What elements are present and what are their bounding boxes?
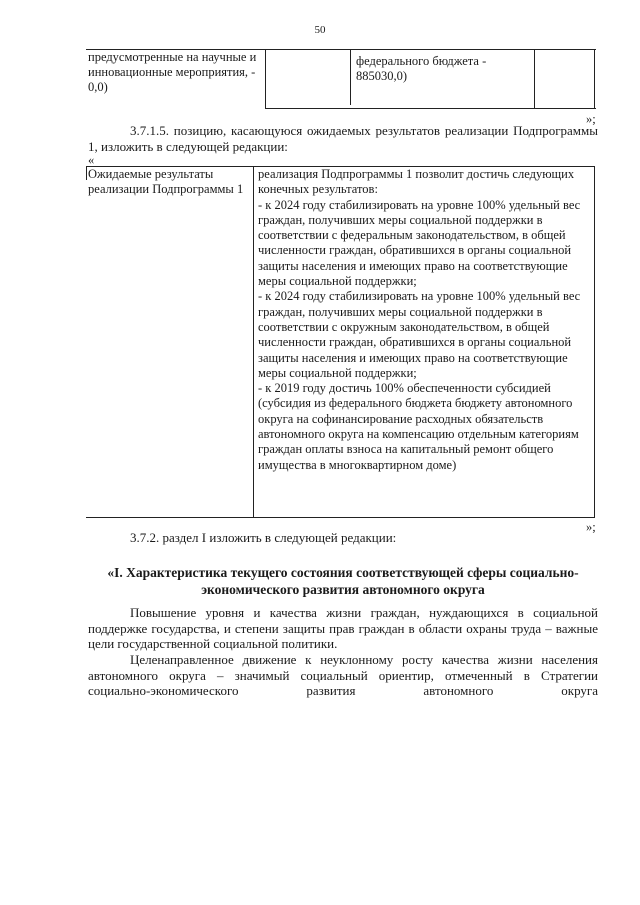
results-label-cell: Ожидаемые результаты реализации Подпрограммы 1: [88, 167, 244, 197]
results-content-cell: реализация Подпрограммы 1 позволит достичь следующих конечных результатов: - к 2024 году стабилизировать на уровне 100% удельный вес граждан, получивших меры социальной поддержки в соответствии с федеральным законодательством, в общей численности граждан, обратившихся в органы социальной защиты населения и имеющих право на соответствующие меры социальной поддержки; - к 2024 году стабилизировать на уровне 100% удельный вес граждан, получивших меры социальной поддержки в соответствии с окружным законодательством, в общей численности граждан, обратившихся в органы социальной защиты населения и имеющих право на соответствующие меры социальной поддержки; - к 2019 году достичь 100% обеспеченности субсидией (субсидия из федерального бюджета бюджету автономного округа на софинансирование расходных обязательств автономного округа на компенсацию отдельным категориям граждан оплаты взноса на капитальный ремонт общего имущества в многоквартирном доме): [258, 167, 581, 472]
paragraph-3-7-2: 3.7.2. раздел I изложить в следующей редакции:: [130, 530, 397, 545]
table-cell-budget: федерального бюджета - 885030,0): [356, 54, 487, 83]
closing-quote: »;: [586, 112, 596, 126]
table-cell-left: предусмотренные на научные и инновационные мероприятия, - 0,0): [88, 50, 257, 94]
column-divider: [253, 166, 254, 518]
page-number: 50: [314, 24, 326, 36]
results-table: [86, 166, 596, 518]
section-heading: «I. Характеристика текущего состояния соответствующей сферы социально-экономического развития автономного округа: [107, 565, 579, 597]
top-table-fragment: [86, 42, 596, 104]
closing-quote: »;: [586, 520, 596, 534]
body-paragraph: Повышение уровня и качества жизни граждан, нуждающихся в социальной поддержке государства, и степени защиты прав граждан в области охраны труда – важные цели государственной социальной политики.: [88, 605, 598, 651]
column-divider: [350, 49, 351, 105]
column-divider: [534, 49, 535, 109]
table-bottom-border: [266, 108, 596, 109]
column-divider: [594, 49, 595, 109]
body-paragraph: Целенаправленное движение к неуклонному росту качества жизни населения автономного округа – значимый социальный ориентир, отмеченный в Стратегии социально-экономического развития автономного округа: [88, 652, 598, 698]
table-frame-left: [86, 166, 87, 180]
opening-quote: «: [88, 153, 95, 167]
column-divider: [265, 49, 266, 109]
paragraph-3-7-1-5: 3.7.1.5. позицию, касающуюся ожидаемых результатов реализации Подпрограммы 1, изложить в следующей редакции:: [88, 123, 598, 154]
